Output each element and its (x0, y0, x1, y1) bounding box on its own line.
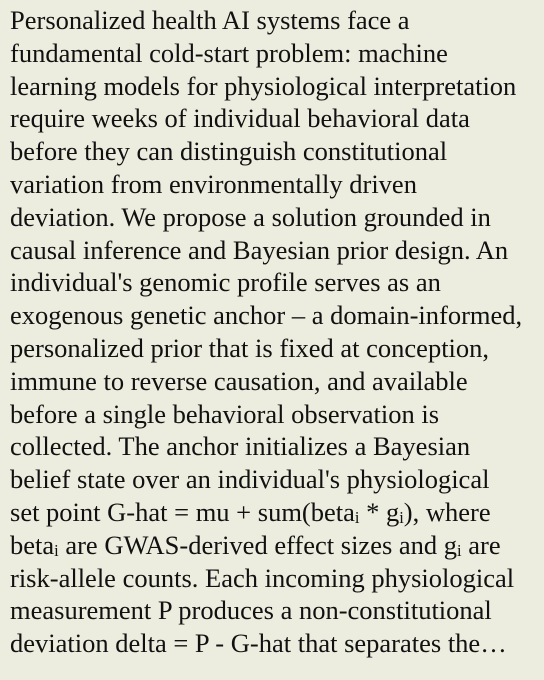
text-line: require weeks of individual behavioral data (10, 103, 470, 134)
text-line: belief state over an individual's physiological (10, 464, 490, 495)
text-line: collected. The anchor initializes a Bayesian (10, 431, 471, 462)
text-line: variation from environmentally driven (10, 168, 417, 199)
formula-line (10, 496, 540, 529)
text-line: before a single behavioral observation is (10, 398, 440, 429)
subscript: i (457, 540, 462, 560)
text-segment: are GWAS-derived effect sizes and g (58, 529, 458, 560)
subscript: i (399, 507, 404, 527)
text-line: deviation delta = P - G-hat that separates the… (10, 628, 507, 659)
text-line: deviation. We propose a solution grounded in (10, 201, 491, 232)
text-line: exogenous genetic anchor – a domain-informed, (10, 300, 523, 331)
text-line: immune to reverse causation, and available (10, 365, 468, 396)
text-segment: * g (359, 496, 400, 527)
abstract-text (10, 4, 540, 660)
formula-line (10, 529, 540, 562)
subscript: i (54, 540, 59, 560)
text-line: causal inference and Bayesian prior design. An (10, 234, 509, 265)
text-line: Personalized health AI systems face a (10, 5, 410, 35)
subscript: i (354, 507, 360, 527)
text-line: measurement P produces a non-constitutional (10, 595, 492, 626)
text-line: before they can distinguish constitutional (10, 136, 448, 167)
text-segment: beta (10, 529, 55, 560)
text-line: fundamental cold-start problem: machine (10, 37, 448, 68)
text-line: learning models for physiological interpretation (10, 70, 517, 101)
text-segment: are (461, 529, 501, 560)
text-segment: set point G-hat = mu + sum(beta (10, 496, 355, 527)
text-line: individual's genomic profile serves as an (10, 267, 441, 298)
text-line: personalized prior that is fixed at conception, (10, 332, 490, 363)
text-segment: ), where (403, 496, 491, 527)
text-line: risk-allele counts. Each incoming physiological (10, 562, 515, 593)
